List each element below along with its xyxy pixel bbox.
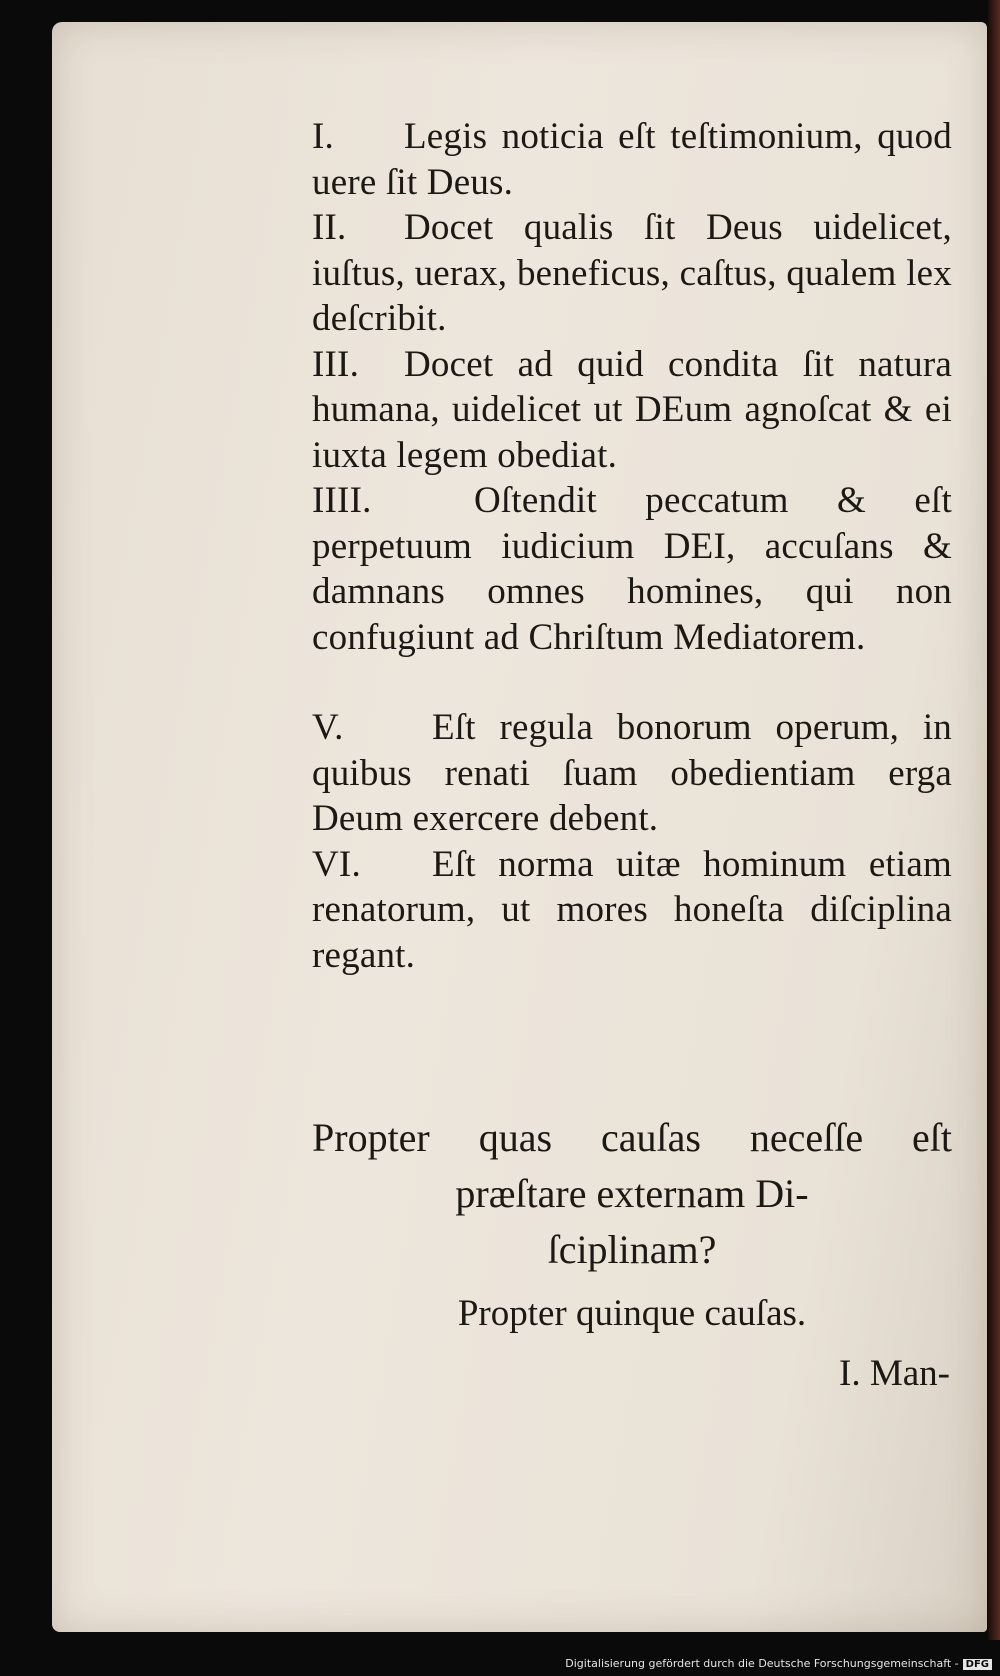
paragraph-number: III. <box>312 343 360 385</box>
paragraph-number: V. <box>312 707 344 748</box>
dfg-logo: DFG <box>963 1659 992 1670</box>
paragraph-text: Eſt regula bonorum operum, in quibus renati ſuam obedientiam erga Deum exercere debent. <box>312 707 952 839</box>
heading-line-3: ſciplinam? <box>547 1227 717 1272</box>
paragraph-number: II. <box>312 207 347 248</box>
book-edge <box>988 0 1000 1640</box>
paragraph-5 <box>312 705 952 842</box>
digitization-credit <box>0 1657 992 1670</box>
paragraph-number: I. <box>312 116 334 157</box>
spacer <box>312 660 952 705</box>
answer-line: Propter quinque cauſas. <box>457 1293 807 1334</box>
paragraph-4 <box>312 478 952 660</box>
heading-line-1: Propter quas cauſas neceſſe eſt <box>312 1115 952 1160</box>
paragraph-2 <box>312 205 952 342</box>
paragraph-6 <box>312 842 952 979</box>
catchword: I. Man- <box>839 1353 950 1394</box>
credit-text: Digitalisierung gefördert durch die Deutsche Forschungsgemeinschaft - <box>565 1657 959 1670</box>
paragraph-text: Docet ad quid condita ſit natura humana, uidelicet ut DEum agnoſcat & ei iuxta legem obediat. <box>312 343 952 476</box>
paragraph-1 <box>312 114 952 205</box>
page-text <box>312 114 952 978</box>
section-heading <box>312 1110 952 1278</box>
paragraph-number: VI. <box>312 843 361 885</box>
paragraph-text: Docet qualis ſit Deus uidelicet, iuſtus, uerax, beneficus, caſtus, qualem lex deſcribit. <box>312 207 952 339</box>
paragraph-number: IIII. <box>312 480 372 521</box>
paragraph-text: Eſt norma uitæ hominum etiam renatorum, ut mores honeſta diſciplina regant. <box>312 843 952 976</box>
heading-line-2: præſtare externam Di- <box>455 1171 809 1216</box>
paragraph-3 <box>312 342 952 479</box>
paragraph-text: Legis noticia eſt teſtimonium, quod uere ſit Deus. <box>312 116 952 203</box>
paragraph-text: Oſtendit peccatum & eſt perpetuum iudicium DEI, accuſans & damnans omnes homines, qui non confugiunt ad Chriſtum Mediatorem. <box>312 480 952 658</box>
